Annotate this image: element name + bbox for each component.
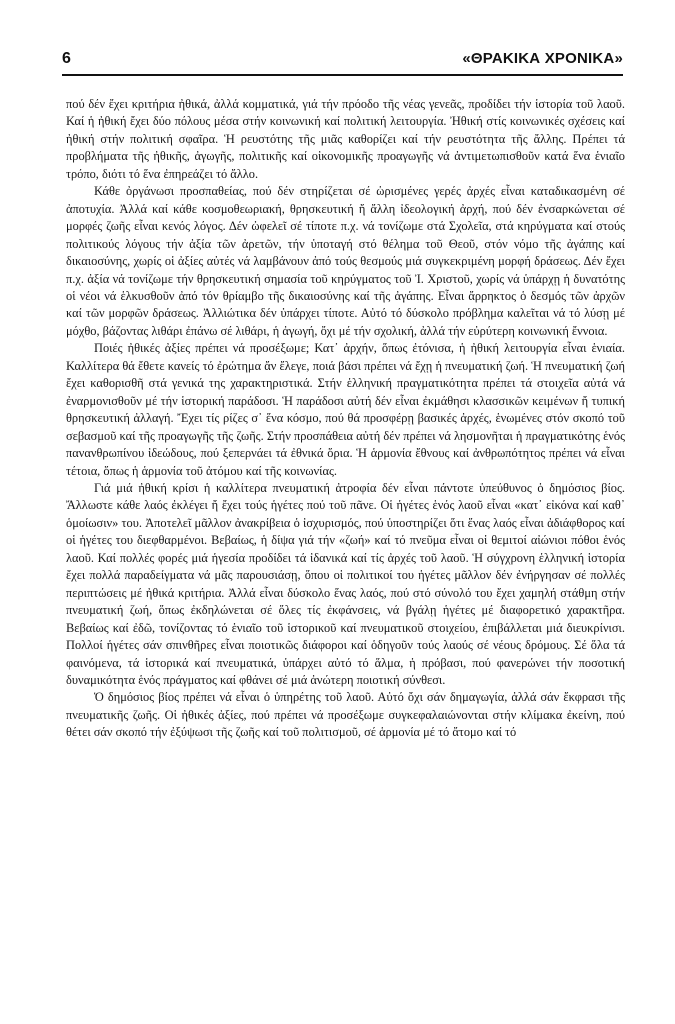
paragraph: Ὁ δημόσιος βίος πρέπει νά εἶναι ὁ ὑπηρέτης τοῦ λαοῦ. Αὐτό ὄχι σάν δημαγωγία, ἀλλά σάν ἔκφρασι τῆς πνευματικῆς ζωῆς. Οἱ ἠθικές ἀξίες, πού πρέπει νά προσέξωμε συγκεφαλαιώνονται στήν κλίμακα ἐκείνη, πού θέτει σάν σκοπό τήν ἐξύψωσι τῆς ζωῆς καί τοῦ πολιτισμοῦ, σέ ἁρμονία μέ τό ἄτομο καί τό bbox=[66, 690, 625, 740]
running-title: «ΘΡΑΚΙΚΑ ΧΡΟΝΙΚΑ» bbox=[462, 50, 623, 67]
paragraph: Κάθε ὀργάνωσι προσπαθείας, πού δέν στηρίζεται σέ ὡρισμένες γερές ἀρχές εἶναι καταδικασμένη σέ ἀποτυχία. Ἀλλά καί κάθε κοσμοθεωριακή, θρησκευτική ἤ ἄλλη ἰδεολογική ἀρχή, πού δέν ἐνσαρκώνεται σέ μορφές ζωῆς εἶναι κενός λόγος. Δέν ὠφελεῖ σέ τίποτε π.χ. νά τονίζωμε στά Σχολεῖα, στά κηρύγματα καί στούς πολιτικούς λόγους τήν ἀξία τῶν ἀρετῶν, τήν ὑποταγή στό θέλημα τοῦ Θεοῦ, στόν νόμο τῆς ἀγάπης καί δικαιοσύνης, χωρίς οἱ ἀξίες αὐτές νά λαμβάνουν ἀπό τούς θεσμούς μιά συγκεκριμένη μορφή δράσεως. Δέν ἔχει π.χ. ἀξία νά τονίζωμε τήν θρησκευτική σημασία τοῦ κηρύγματος τοῦ Ἰ. Χριστοῦ, χωρίς νά ὑπάρχῃ ἡ δυνατότης οἱ νέοι νά ἑλκυσθοῦν ἀπό τόν θρίαμβο τῆς δικαιοσύνης καί τῆς ἀγάπης. Εἶναι ἄρρηκτος ὁ δεσμός τῶν ἀρχῶν καί τῶν μορφῶν δράσεως. Ἀλλιώτικα δέν ὑπάρχει τίποτε. Αὐτό τό δύσκολο πρόβλημα καλεῖται νά τό λύσῃ μέ μόχθο, βάζοντας λιθάρι ἐπάνω σέ λιθάρι, ἡ ἀγωγή, ὄχι μέ τήν σχολική, ἀλλά τήν εὐρύτερη κοινωνική ἔννοια. bbox=[66, 184, 625, 338]
page-number: 6 bbox=[62, 50, 71, 67]
paragraph: Γιά μιά ἠθική κρίσι ἡ καλλίτερα πνευματική ἀτροφία δέν εἶναι πάντοτε ὑπεύθυνος ὁ δημόσιος βίος. Ἄλλωστε κάθε λαός ἐκλέγει ἤ ἔχει τούς ἡγέτες πού τοῦ πᾶνε. Οἱ ἡγέτες ἑνός λαοῦ εἶναι «κατ᾽ εἰκόνα καί καθ᾽ ὁμοίωσιν» του. Ἀποτελεῖ μᾶλλον ἀνακρίβεια ὁ ἰσχυρισμός, πού ὑποστηρίζει ὅτι ἕνας λαός εἶναι ἀδιάφθορος καί οἱ ἡγέτες του διεφθαρμένοι. Βεβαίως, ἡ δίψα γιά τήν «ζωή» καί τό πνεῦμα εἶναι οἱ θεμιτοί αἰώνιοι πόθοι ἑνός λαοῦ. Καί πολλές φορές μιά ἡγεσία προδίδει τά ἰδανικά καί τίς ἀρχές τοῦ λαοῦ. Ἡ σύγχρονη ἑλληνική ἱστορία ἔχει πολλά παραδείγματα νά μᾶς παρουσιάσῃ, ὅπου οἱ πολιτικοί του ἡγέτες μᾶλλον δέν ἐνήργησαν σέ πολλές περιπτώσεις μέ ἠθικά κριτήρια. Ἀλλά εἶναι δύσκολο ἕνας λαός, πού στό σύνολό του ἔχει χαμηλή στάθμη στήν πνευματική ζωή, ὅπως ἐκδηλώνεται σέ ὅλες τίς ἐκφάνσεις, νά βγάλῃ ἡγέτες μέ διαφορετικό χαρακτῆρα. Βεβαίως καί ἐδῶ, τονίζοντας τό ἑνιαῖο τοῦ ἱστορικοῦ καί πνευματικοῦ στοιχείου, ἐπιβάλλεται μιά διευκρίνισι. Πολλοί ἡγέτες σάν σπινθῆρες εἶναι ποιοτικῶς διάφοροι καί ὁδηγοῦν τούς λαούς σέ νέους δρόμους. Σέ ὅλα τά φαινόμενα, τά ἱστορικά καί πνευματικά, ὑπάρχει αὐτό τό ἅλμα, ἡ πρόβασι, πού φανερώνει τήν ποσοτική δυναμικότητα ἑνός πράγματος καί φθάνει σέ μιά ἀνώτερη ποιοτική σύνθεσι. bbox=[66, 480, 625, 687]
page-header bbox=[62, 48, 623, 76]
paragraph: πού δέν ἔχει κριτήρια ἠθικά, ἀλλά κομματικά, γιά τήν πρόοδο τῆς νέας γενεᾶς, προδίδει τήν ἱστορία τοῦ λαοῦ. Καί ἡ ἠθική ἔχει δύο πόλους μέσα στήν κοινωνική καί πολιτική λειτουργία. Ἠθική στίς κοινωνικές σχέσεις καί ἠθική στήν πολιτική σφαῖρα. Ἡ ρευστότης τῆς μιᾶς καθορίζει καί τήν ρευστότητα τῆς ἄλλης. Πρέπει τά προβλήματα τῆς ἠθικῆς, ἀγωγῆς, πολιτικῆς καί οἰκονομικῆς προαγωγῆς νά ἀντιμετωπισθοῦν κατά ἕνα ἑνιαῖο τρόπο, διότι τό ἕνα ἐπηρεάζει τό ἄλλο. bbox=[66, 97, 625, 181]
paragraph: Ποιές ἠθικές ἀξίες πρέπει νά προσέξωμε; Κατ᾽ ἀρχήν, ὅπως ἐτόνισα, ἡ ἠθική λειτουργία εἶναι ἑνιαία. Καλλίτερα θά ἔθετε κανείς τό ἐρώτημα ἄν ἔλεγε, ποιά βάσι πρέπει νά ἔχῃ ἡ πνευματική ζωή. Ἡ πνευματική ζωή ἔχει καθορισθῆ στά γενικά της χαρακτηριστικά. Στήν ἑλληνική πραγματικότητα πρέπει τά στοιχεῖα αὐτά νά ἐναρμονισθοῦν μέ τήν ἱστορική παράδοσι. Ἡ παράδοσι αὐτή δέν εἶναι ἐκμάθησι κλασσικῶν κειμένων ἤ τυπική θρησκευτική ἀλλαγή. Ἔχει τίς ρίζες σ᾽ ἕνα κόσμο, πού θά προσφέρῃ βασικές ἀρχές, ἑνωμένες στόν σκοπό τοῦ σεβασμοῦ καί τῆς προαγωγῆς τῆς ζωῆς. Στήν προσπάθεια αὐτή δέν πρέπει νά λησμονῆται ἡ πραγματικότης ἑνός πανανθρωπίνου ἰδεώδους, πού ξεπερνάει τά ἐθνικά ὅρια. Ἡ ἁρμονία ἔθνους καί ἀνθρωπότητος πρέπει νά εἶναι τέτοια, ὅπως ἡ ἁρμονία τοῦ ἀτόμου καί τῆς κοινωνίας. bbox=[66, 341, 625, 478]
article-body bbox=[66, 96, 625, 742]
